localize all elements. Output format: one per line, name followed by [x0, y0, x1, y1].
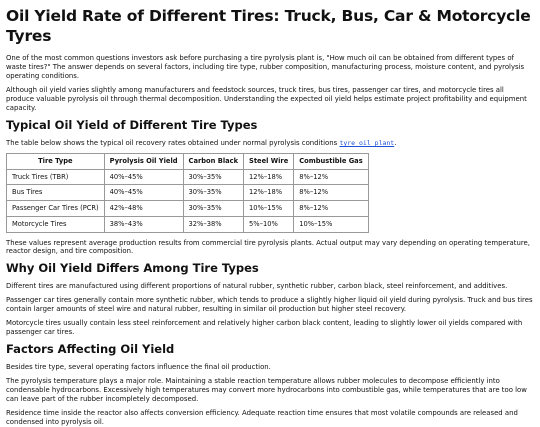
table-lead-paragraph [6, 139, 534, 148]
table-cell: Truck Tires (TBR) [7, 169, 105, 185]
table-row [7, 169, 369, 185]
table-cell: 38%–43% [104, 216, 183, 232]
table-lead-end: . [394, 139, 397, 148]
page-title: Oil Yield Rate of Different Tires: Truck, Bus, Car & Motorcycle Tyres [6, 7, 531, 46]
table-header-cell: Tire Type [7, 154, 105, 170]
tyre-oil-plant-link[interactable]: tyre oil plant [339, 139, 395, 148]
table-cell: Bus Tires [7, 185, 105, 201]
factors-paragraph-3: Residence time inside the reactor also affects conversion efficiency. Adequate reaction time ensures that most volatile compounds are released and condensed into pyrolysis oil. [6, 409, 518, 427]
oil-yield-table [6, 153, 369, 233]
table-cell: Motorcycle Tires [7, 216, 105, 232]
table-note: These values represent average production results from commercial tire pyrolysis plants. Actual output may vary depending on operating temperature, reactor design, and tire composition. [6, 238, 530, 256]
table-cell: 10%–15% [244, 201, 294, 217]
table-cell: 30%–35% [183, 201, 244, 217]
table-cell: 8%–12% [294, 169, 368, 185]
why-paragraph-1: Different tires are manufactured using different proportions of natural rubber, synthetic rubber, carbon black, steel reinforcement, and additives. [6, 282, 508, 291]
table-header-cell: Pyrolysis Oil Yield [104, 154, 183, 170]
section-heading-oil-yield: Typical Oil Yield of Different Tire Types [6, 118, 258, 133]
intro-paragraph-2: Although oil yield varies slightly among manufacturers and feedstock sources, truck tires, bus tires, passenger car tires, and motorcycle tires all produce valuable pyrolysis oil through thermal decomposition. Understanding the expected oil yield helps estimate project profitability and equipment capacity. [6, 86, 527, 113]
table-cell: 12%–18% [244, 185, 294, 201]
table-cell: 30%–35% [183, 185, 244, 201]
table-cell: 12%–18% [244, 169, 294, 185]
table-header-cell: Combustible Gas [294, 154, 368, 170]
factors-paragraph-2: The pyrolysis temperature plays a major role. Maintaining a stable reaction temperature allows rubber molecules to decompose efficiently into condensable hydrocarbons. Excessively high temperatures may convert more hydrocarbons into combustible gas, while temperatures that are too low can leave part of the rubber incompletely decomposed. [6, 377, 527, 404]
table-header-cell: Steel Wire [244, 154, 294, 170]
table-body [7, 169, 369, 232]
table-cell: 5%–10% [244, 216, 294, 232]
table-lead-text: The table below shows the typical oil recovery rates obtained under normal pyrolysis conditions [6, 139, 338, 148]
table-cell: Passenger Car Tires (PCR) [7, 201, 105, 217]
table-header-cell: Carbon Black [183, 154, 244, 170]
section-heading-factors: Factors Affecting Oil Yield [6, 342, 175, 357]
table-cell: 8%–12% [294, 201, 368, 217]
table-cell: 32%–38% [183, 216, 244, 232]
table-cell: 40%–45% [104, 169, 183, 185]
table-row [7, 185, 369, 201]
table-row [7, 201, 369, 217]
table-cell: 8%–12% [294, 185, 368, 201]
why-paragraph-2: Passenger car tires generally contain more synthetic rubber, which tends to produce a slightly higher liquid oil yield during pyrolysis. Truck and bus tires contain larger amounts of steel wire and natural rubber, resulting in similar oil production but higher steel recovery. [6, 296, 533, 314]
table-row [7, 216, 369, 232]
section-heading-why-differs: Why Oil Yield Differs Among Tire Types [6, 261, 259, 276]
table-cell: 30%–35% [183, 169, 244, 185]
intro-paragraph-1: One of the most common questions investors ask before purchasing a tire pyrolysis plant is, "How much oil can be obtained from different types of waste tires?" The answer depends on several factors, including tire type, rubber composition, manufacturing process, moisture content, and pyrolysis operating conditions. [6, 54, 525, 81]
why-paragraph-3: Motorcycle tires usually contain less steel reinforcement and relatively higher carbon black content, leading to slightly lower oil yields compared with passenger car tires. [6, 319, 523, 337]
table-cell: 10%–15% [294, 216, 368, 232]
table-cell: 40%–45% [104, 185, 183, 201]
table-header-row [7, 154, 369, 170]
factors-paragraph-1: Besides tire type, several operating factors influence the final oil production. [6, 363, 271, 372]
table-cell: 42%–48% [104, 201, 183, 217]
